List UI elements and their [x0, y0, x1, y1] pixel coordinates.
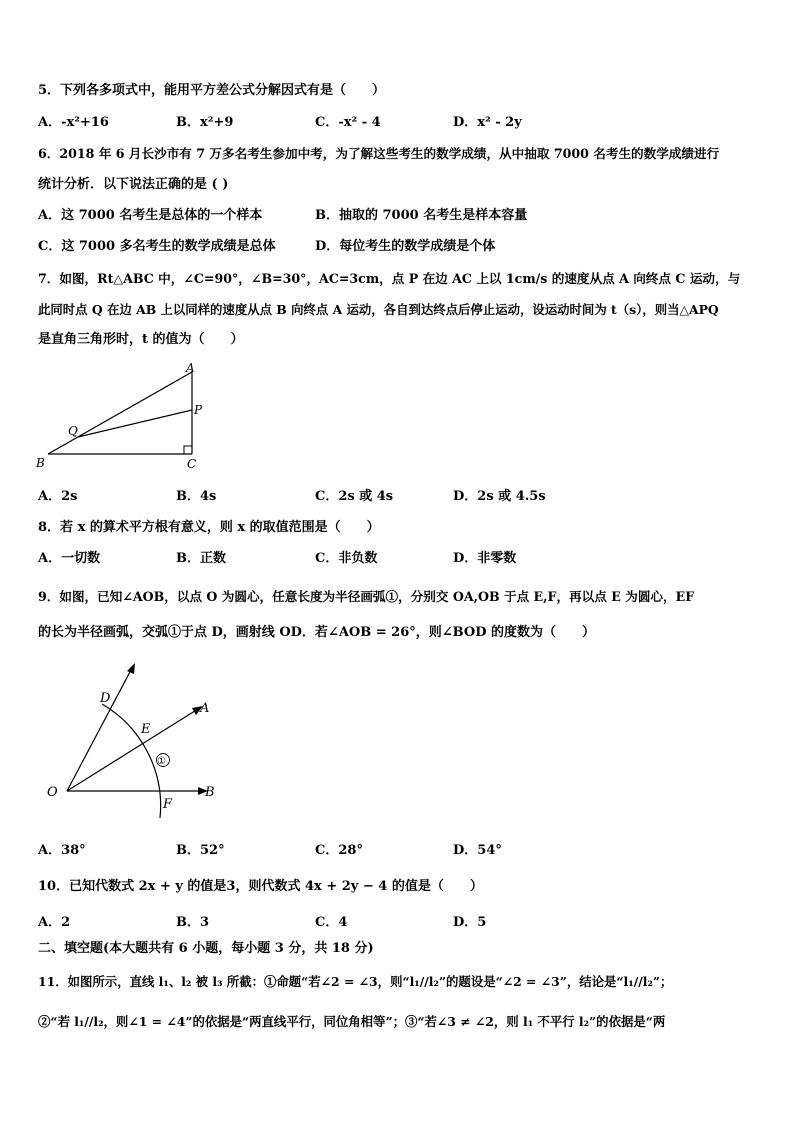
segment-qp [78, 410, 192, 437]
q8-option-a: A．一切数 [38, 551, 101, 566]
q7-option-c: C．2s 或 4s [315, 489, 394, 504]
q8-option-d: D．非零数 [453, 551, 517, 566]
q6-stem-line2: 统计分析．以下说法正确的是 ( ) [38, 177, 229, 192]
q7-stem-line3: 是直角三角形时，t 的值为（ ） [38, 332, 244, 347]
label-a: A [200, 701, 210, 716]
segment-ba [48, 372, 192, 454]
label-d: D [100, 691, 111, 706]
label-b: B [36, 456, 45, 470]
q9-option-a: A．38° [38, 843, 86, 858]
label-o: O [47, 785, 58, 800]
label-a: A [186, 361, 195, 375]
q10-option-c: C．4 [315, 915, 348, 930]
ray-od [67, 668, 132, 791]
q11-line2: ②“若 l₁//l₂，则∠1 = ∠4”的依据是“两直线平行，同位角相等”；③“若∠3 ≠ ∠2，则 l₁ 不平行 l₂”的依据是“两 [38, 1014, 666, 1029]
q6-option-d: D．每位考生的数学成绩是个体 [315, 239, 496, 254]
q9-stem-line1: 9．如图，已知∠AOB，以点 O 为圆心，任意长度为半径画弧①，分别交 OA,OB 于点 E,F，再以点 E 为圆心，EF [38, 589, 695, 604]
q9-stem-line2: 的长为半径画弧，交弧①于点 D，画射线 OD．若∠AOB = 26°，则∠BOD 的度数为（ ） [38, 625, 595, 640]
q6-stem-line1: 6．2018 年 6 月长沙市有 7 万多名考生参加中考，为了解这些考生的数学成绩，从中抽取 7000 名考生的数学成绩进行 [38, 146, 720, 161]
q5-stem: 5．下列各多项式中，能用平方差公式分解因式有是（ ） [38, 83, 386, 98]
label-f: F [163, 797, 173, 812]
q5-option-d: D．x² - 2y [453, 115, 522, 130]
q7-option-d: D．2s 或 4.5s [453, 489, 546, 504]
q6-option-a: A．这 7000 名考生是总体的一个样本 [38, 208, 263, 223]
q10-option-b: B．3 [176, 915, 210, 930]
q8-option-b: B．正数 [176, 551, 226, 566]
section2-title: 二、填空题(本大题共有 6 小题，每小题 3 分，共 18 分) [38, 941, 374, 956]
right-angle-mark [184, 446, 192, 454]
q10-option-a: A．2 [38, 915, 71, 930]
q6-option-b: B．抽取的 7000 名考生是样本容量 [315, 208, 528, 223]
q7-stem-line1: 7．如图，Rt△ABC 中，∠C=90°，∠B=30°，AC=3cm，点 P 在边 AC 上以 1cm/s 的速度从点 A 向终点 C 运动，与 [38, 271, 741, 286]
arc-1 [102, 704, 161, 818]
label-c: C [187, 457, 197, 471]
q8-option-c: C．非负数 [315, 551, 378, 566]
q7-triangle-figure [30, 360, 220, 475]
q11-line1: 11．如图所示，直线 l₁、l₂ 被 l₃ 所截：①命题“若∠2 = ∠3，则“l₁//l₂”的题设是“∠2 = ∠3”，结论是“l₁//l₂”； [38, 974, 673, 989]
ray-oa [67, 709, 198, 791]
q9-option-b: B．52° [176, 843, 225, 858]
q7-stem-line2: 此同时点 Q 在边 AB 上以同样的速度从点 B 向终点 A 运动，各自到达终点后停止运动，设运动时间为 t（s），则当△APQ [38, 302, 719, 317]
arrow-d [127, 663, 135, 674]
q9-option-d: D．54° [453, 843, 502, 858]
label-e: E [141, 722, 151, 737]
q5-option-c: C．-x² - 4 [315, 115, 381, 130]
q7-option-a: A．2s [38, 489, 78, 504]
circle-one-label: ① [157, 756, 166, 767]
label-q: Q [68, 424, 78, 438]
q9-construction-figure [40, 660, 230, 825]
q7-option-b: B．4s [176, 489, 217, 504]
label-p: P [194, 403, 203, 417]
q10-option-d: D．5 [453, 915, 487, 930]
q10-stem: 10．已知代数式 2x + y 的值是3，则代数式 4x + 2y − 4 的值是（ ） [38, 879, 483, 894]
q8-stem: 8．若 x 的算术平方根有意义，则 x 的取值范围是（ ） [38, 520, 380, 535]
q6-option-c: C．这 7000 多名考生的数学成绩是总体 [38, 239, 276, 254]
q5-option-b: B．x²+9 [176, 115, 234, 130]
q5-option-a: A．-x²+16 [38, 115, 109, 130]
q9-option-c: C．28° [315, 843, 363, 858]
label-b: B [205, 785, 215, 800]
